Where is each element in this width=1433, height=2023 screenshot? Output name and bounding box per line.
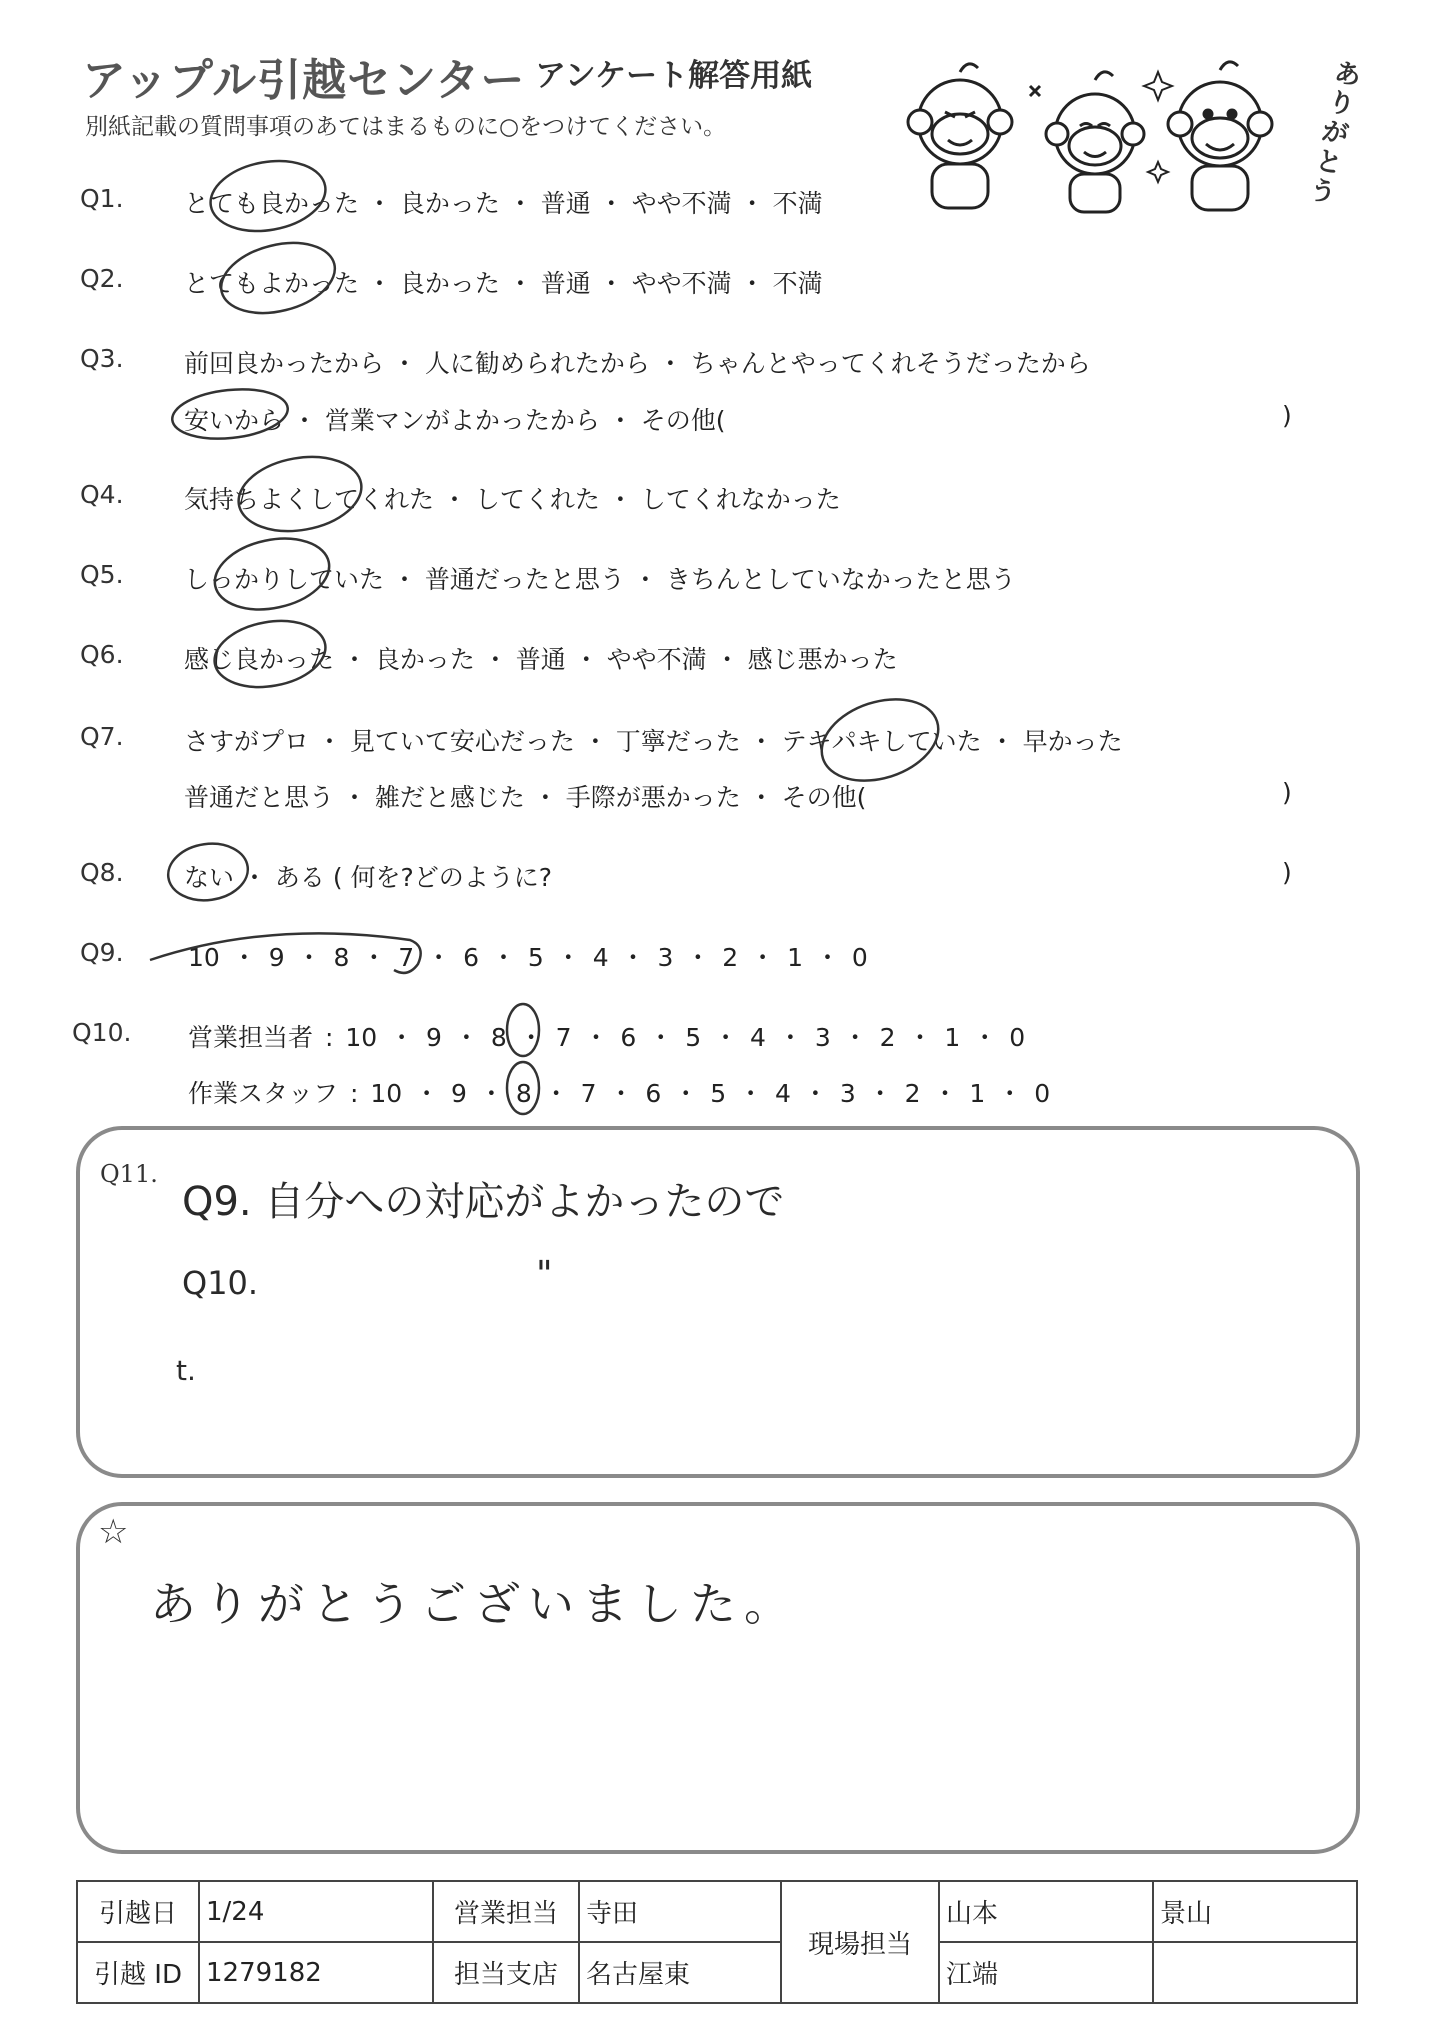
q11-handwritten-line1: Q9. 自分への対応がよかったので [182, 1179, 785, 1225]
q3-options-line1[interactable]: 前回良かったから ・ 人に勧められたから ・ ちゃんとやってくれそうだったから [184, 349, 1091, 378]
site-staff-label: 現場担当 [781, 1881, 939, 2003]
q6-answer-circle [209, 613, 330, 695]
q9-score-scale[interactable]: 10 ・ 9 ・ 8 ・ 7 ・ 6 ・ 5 ・ 4 ・ 3 ・ 2 ・ 1 ・ 0 [188, 943, 868, 972]
site-staff-empty-cell [1153, 1942, 1357, 2003]
q3-answer-circle [170, 384, 290, 444]
site-staff-3: 江端 [939, 1942, 1153, 2003]
q11-label: Q11. [100, 1160, 158, 1188]
move-date-value: 1/24 [199, 1881, 433, 1942]
q8-answer-circle [164, 839, 251, 906]
q9-number: Q9. [80, 938, 124, 967]
q10-sales-score-scale[interactable]: 営業担当者 : 10 ・ 9 ・ 8 ・ 7 ・ 6 ・ 5 ・ 4 ・ 3 ・ 2 ・ 1 ・ 0 [188, 1023, 1026, 1052]
move-id-value: 1279182 [199, 1942, 433, 2003]
q4-answer-circle [233, 448, 368, 540]
move-id-label: 引越 ID [77, 1942, 199, 2003]
q2-number: Q2. [80, 264, 124, 293]
q8-options[interactable]: ない ・ ある ( 何を?どのように? [184, 863, 553, 892]
thank-you-vertical-text: ありがとう [1306, 57, 1364, 210]
q10-staff-answer-circle [507, 1062, 539, 1114]
q11-handwritten-line2: Q10. [182, 1264, 259, 1302]
q9-answer-mark [150, 933, 421, 973]
q10-staff-score-scale[interactable]: 作業スタッフ : 10 ・ 9 ・ 8 ・ 7 ・ 6 ・ 5 ・ 4 ・ 3 ・ 2 ・ 1 ・ 0 [188, 1079, 1051, 1108]
comment-handwritten: ありがとうございました。 [150, 1577, 798, 1631]
q11-handwritten-ditto: " [536, 1254, 553, 1295]
q6-options[interactable]: 感じ良かった ・ 良かった ・ 普通 ・ やや不満 ・ 感じ悪かった [184, 645, 898, 674]
q8-close-paren: ) [1282, 858, 1292, 887]
q5-options[interactable]: しっかりしていた ・ 普通だったと思う ・ きちんとしていなかったと思う [184, 565, 1016, 594]
q7-options-line2[interactable]: 普通だと思う ・ 雑だと感じた ・ 手際が悪かった ・ その他( [184, 783, 867, 812]
q4-options[interactable]: 気持ちよくしてくれた ・ してくれた ・ してくれなかった [184, 485, 841, 514]
q7-options-line1[interactable]: さすがプロ ・ 見ていて安心だった ・ 丁寧だった ・ テキパキしていた ・ 早かった [184, 727, 1123, 756]
instruction-text: 別紙記載の質問事項のあてはまるものに○をつけてください。 [85, 114, 727, 140]
q3-close-paren: ) [1282, 401, 1292, 430]
q2-answer-circle [214, 232, 343, 324]
branch-label: 担当支店 [433, 1942, 579, 2003]
q3-options-line2[interactable]: 安いから ・ 営業マンがよかったから ・ その他( [184, 406, 726, 435]
form-title: アンケート解答用紙 [535, 58, 813, 94]
q10-number: Q10. [72, 1018, 132, 1047]
q6-number: Q6. [80, 640, 124, 669]
move-date-label: 引越日 [77, 1881, 199, 1942]
branch-value: 名古屋東 [579, 1942, 781, 2003]
q5-answer-circle [208, 529, 336, 620]
q4-number: Q4. [80, 480, 124, 509]
company-name: アップル引越センター [82, 55, 526, 106]
comment-box[interactable] [76, 1502, 1360, 1854]
q7-number: Q7. [80, 722, 124, 751]
q1-answer-circle [205, 152, 331, 239]
sales-rep-value: 寺田 [579, 1881, 781, 1942]
q11-handwritten-mark: t. [176, 1354, 196, 1387]
q8-number: Q8. [80, 858, 124, 887]
q1-options[interactable]: とても良かった ・ 良かった ・ 普通 ・ やや不満 ・ 不満 [184, 189, 823, 218]
q1-number: Q1. [80, 184, 124, 213]
q5-number: Q5. [80, 560, 124, 589]
q10-sales-answer-circle [507, 1004, 539, 1056]
q7-answer-circle [811, 685, 949, 794]
star-icon: ☆ [98, 1512, 129, 1552]
site-staff-2: 景山 [1153, 1881, 1357, 1942]
move-info-table [76, 1880, 1358, 2004]
sales-rep-label: 営業担当 [433, 1881, 579, 1942]
q7-close-paren: ) [1282, 778, 1292, 807]
q2-options[interactable]: とてもよかった ・ 良かった ・ 普通 ・ やや不満 ・ 不満 [184, 269, 823, 298]
site-staff-1: 山本 [939, 1881, 1153, 1942]
q3-number: Q3. [80, 344, 124, 373]
